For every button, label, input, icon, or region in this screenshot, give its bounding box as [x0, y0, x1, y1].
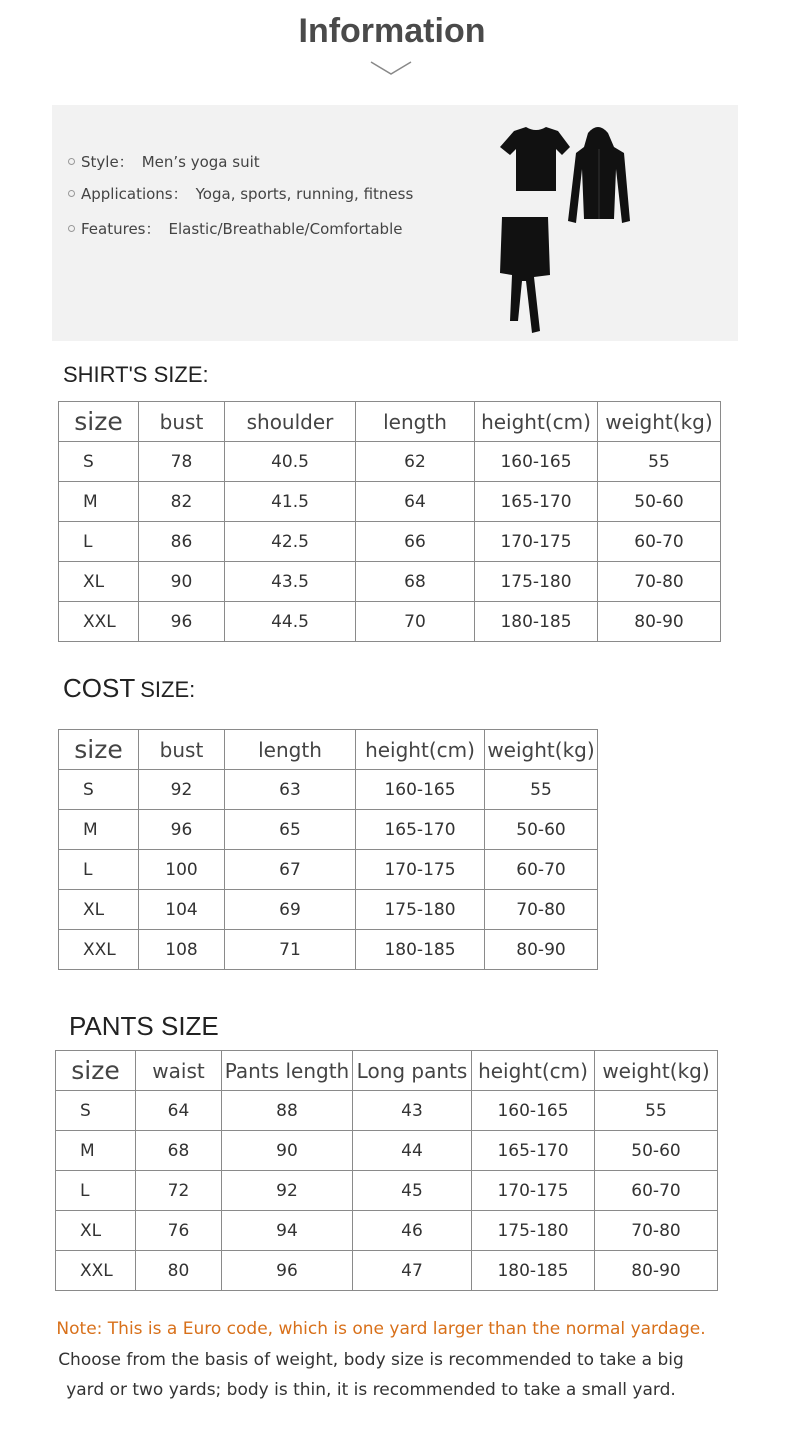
table-cell: 90 [222, 1131, 353, 1171]
table-cell: 46 [353, 1211, 472, 1251]
table-cell: 170-175 [475, 522, 598, 562]
info-applications-value: Yoga, sports, running, fitness [195, 184, 414, 203]
euro-code-note: Note: This is a Euro code, which is one yard larger than the normal yardage. [56, 1319, 706, 1339]
table-cell: 100 [139, 850, 225, 890]
tshirt-image [500, 127, 570, 191]
table-cell: 67 [225, 850, 356, 890]
table-cell: 108 [139, 930, 225, 970]
table-cell: 60-70 [595, 1171, 718, 1211]
table-cell: 69 [225, 890, 356, 930]
table-cell: 96 [139, 810, 225, 850]
table-cell: 71 [225, 930, 356, 970]
pants-image [500, 217, 550, 333]
table-cell: 180-185 [475, 602, 598, 642]
table-cell: 55 [485, 770, 598, 810]
table-cell: 94 [222, 1211, 353, 1251]
table-cell: 80-90 [595, 1251, 718, 1291]
table-cell: 175-180 [356, 890, 485, 930]
table-cell: 65 [225, 810, 356, 850]
table-cell: 96 [139, 602, 225, 642]
table-cell: XL [56, 1211, 136, 1251]
table-cell: 66 [356, 522, 475, 562]
col-header-long-pants: Long pants [353, 1051, 472, 1091]
col-header-pants-length: Pants length [222, 1051, 353, 1091]
table-cell: 70-80 [595, 1211, 718, 1251]
table-header-row [59, 402, 721, 442]
table-cell: 165-170 [356, 810, 485, 850]
table-row [59, 522, 721, 562]
info-features-label: Features： [81, 220, 161, 238]
table-cell: 55 [595, 1091, 718, 1131]
table-row [56, 1171, 718, 1211]
table-cell: S [59, 442, 139, 482]
info-applications [68, 183, 413, 204]
table-cell: 50-60 [595, 1131, 718, 1171]
table-cell: 160-165 [472, 1091, 595, 1131]
table-cell: 80-90 [598, 602, 721, 642]
table-cell: M [59, 482, 139, 522]
table-cell: 170-175 [356, 850, 485, 890]
info-features-value: Elastic/Breathable/Comfortable [168, 219, 403, 238]
table-cell: 78 [139, 442, 225, 482]
circle-bullet-icon [68, 158, 75, 165]
info-style-value: Men’s yoga suit [141, 152, 260, 171]
table-row [59, 810, 598, 850]
table-cell: XXL [59, 930, 139, 970]
table-row [59, 442, 721, 482]
table-cell: 44 [353, 1131, 472, 1171]
sizing-advice-line-2: yard or two yards; body is thin, it is recommended to take a small yard. [66, 1380, 676, 1400]
sizing-advice-line-1: Choose from the basis of weight, body size is recommended to take a big [58, 1350, 684, 1370]
table-cell: 92 [139, 770, 225, 810]
col-header-length: length [225, 730, 356, 770]
circle-bullet-icon [68, 225, 75, 232]
table-cell: 42.5 [225, 522, 356, 562]
table-cell: M [59, 810, 139, 850]
table-cell: 60-70 [485, 850, 598, 890]
table-cell: 68 [136, 1131, 222, 1171]
table-cell: 43.5 [225, 562, 356, 602]
shirt-size-title: SHIRT'S SIZE: [63, 362, 209, 387]
col-header-shoulder: shoulder [225, 402, 356, 442]
table-row [59, 930, 598, 970]
page-title: Information [298, 12, 486, 50]
table-cell: 88 [222, 1091, 353, 1131]
table-row [59, 602, 721, 642]
table-row [59, 562, 721, 602]
info-style [68, 151, 260, 172]
table-cell: 92 [222, 1171, 353, 1211]
table-cell: L [59, 522, 139, 562]
info-features [68, 218, 402, 239]
table-row [59, 770, 598, 810]
col-header-weight: weight(kg) [595, 1051, 718, 1091]
col-header-height: height(cm) [472, 1051, 595, 1091]
coat-size-title-a: COST [63, 673, 136, 703]
pants-size-table [55, 1050, 718, 1291]
col-header-bust: bust [139, 402, 225, 442]
table-cell: 160-165 [356, 770, 485, 810]
table-cell: 63 [225, 770, 356, 810]
table-cell: 180-185 [472, 1251, 595, 1291]
table-cell: XXL [59, 602, 139, 642]
table-cell: 70-80 [485, 890, 598, 930]
col-header-bust: bust [139, 730, 225, 770]
table-cell: S [59, 770, 139, 810]
col-header-height: height(cm) [356, 730, 485, 770]
col-header-length: length [356, 402, 475, 442]
col-header-weight: weight(kg) [598, 402, 721, 442]
coat-size-title [63, 673, 195, 704]
table-header-row [56, 1051, 718, 1091]
table-cell: 45 [353, 1171, 472, 1211]
table-cell: 165-170 [472, 1131, 595, 1171]
table-cell: 70-80 [598, 562, 721, 602]
col-header-size: size [59, 402, 139, 442]
table-cell: 104 [139, 890, 225, 930]
table-cell: 47 [353, 1251, 472, 1291]
table-cell: 43 [353, 1091, 472, 1131]
table-cell: 76 [136, 1211, 222, 1251]
info-applications-label: Applications： [81, 185, 188, 203]
col-header-waist: waist [136, 1051, 222, 1091]
table-cell: 60-70 [598, 522, 721, 562]
table-row [56, 1211, 718, 1251]
table-cell: 70 [356, 602, 475, 642]
table-cell: 96 [222, 1251, 353, 1291]
table-cell: 165-170 [475, 482, 598, 522]
table-cell: 55 [598, 442, 721, 482]
table-cell: XL [59, 562, 139, 602]
table-cell: 160-165 [475, 442, 598, 482]
table-cell: XXL [56, 1251, 136, 1291]
table-cell: 82 [139, 482, 225, 522]
table-cell: 64 [136, 1091, 222, 1131]
table-cell: 41.5 [225, 482, 356, 522]
table-row [59, 850, 598, 890]
table-cell: 170-175 [472, 1171, 595, 1211]
product-info-panel [52, 105, 738, 341]
table-cell: 80-90 [485, 930, 598, 970]
chevron-down-icon [369, 58, 413, 78]
table-cell: 72 [136, 1171, 222, 1211]
table-cell: 44.5 [225, 602, 356, 642]
table-row [59, 482, 721, 522]
table-cell: 180-185 [356, 930, 485, 970]
pants-size-title: PANTS SIZE [69, 1011, 219, 1041]
table-cell: 40.5 [225, 442, 356, 482]
table-cell: S [56, 1091, 136, 1131]
table-cell: M [56, 1131, 136, 1171]
table-cell: 50-60 [485, 810, 598, 850]
table-cell: 175-180 [475, 562, 598, 602]
shirt-size-table [58, 401, 721, 642]
table-cell: 62 [356, 442, 475, 482]
table-cell: L [56, 1171, 136, 1211]
table-cell: 175-180 [472, 1211, 595, 1251]
table-row [56, 1091, 718, 1131]
col-header-height: height(cm) [475, 402, 598, 442]
table-cell: 90 [139, 562, 225, 602]
table-cell: 50-60 [598, 482, 721, 522]
col-header-size: size [59, 730, 139, 770]
table-row [56, 1131, 718, 1171]
col-header-weight: weight(kg) [485, 730, 598, 770]
yoga-suit-image [492, 125, 632, 335]
table-cell: 86 [139, 522, 225, 562]
info-style-label: Style： [81, 153, 134, 171]
table-header-row [59, 730, 598, 770]
table-row [56, 1251, 718, 1291]
table-cell: 68 [356, 562, 475, 602]
col-header-size: size [56, 1051, 136, 1091]
circle-bullet-icon [68, 190, 75, 197]
table-cell: L [59, 850, 139, 890]
coat-size-title-b: SIZE: [140, 677, 196, 702]
coat-size-table [58, 729, 598, 970]
table-cell: XL [59, 890, 139, 930]
table-row [59, 890, 598, 930]
table-cell: 64 [356, 482, 475, 522]
table-cell: 80 [136, 1251, 222, 1291]
